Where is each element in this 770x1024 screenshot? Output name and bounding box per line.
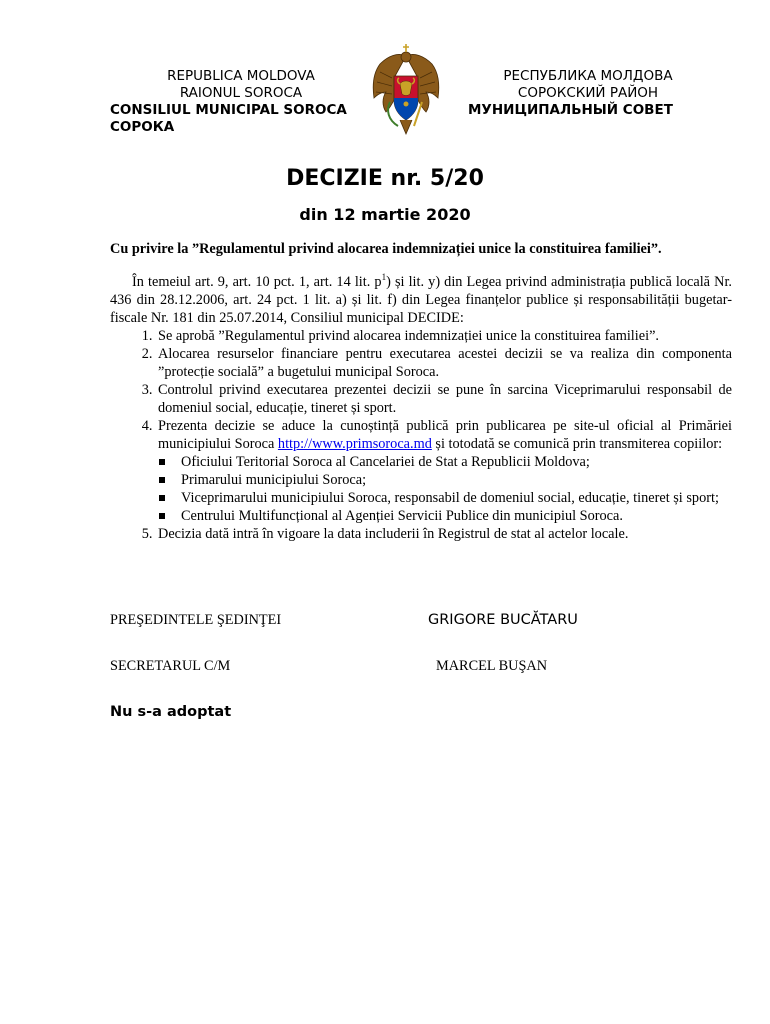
header-right-country: РЕСПУБЛИКА МОЛДОВА	[503, 68, 673, 84]
recipient-item	[180, 507, 732, 525]
recipient-text: Viceprimarului municipiului Soroca, responsabil de domeniul social, educație, tineret și sport;	[181, 489, 719, 506]
decision-date: din 12 martie 2020	[299, 205, 471, 224]
list-item: 2. Alocarea resurselor financiare pentru executarea acestei decizii se va realiza din componenta ”protecție socială” a bugetului municipal Soroca.	[156, 345, 732, 381]
secretary-name: MARCEL BUŞAN	[436, 658, 548, 674]
recipient-text: Oficiului Teritorial Soroca al Cancelariei de Stat a Republicii Moldova;	[181, 453, 590, 470]
list-item	[156, 417, 732, 525]
header-left-district: RAIONUL SOROCA	[179, 85, 303, 101]
recipient-item	[180, 489, 732, 507]
preamble-part2: ) și lit. y) din Legea privind administrația publică locală Nr. 436 din 28.12.2006, art. 24 pct. 1 lit. a) și lit. f) din Legea finanțelor publice și responsabilității bugetar-fiscale Nr. 181 din 25.07.2014, Consiliul municipal DECIDE:	[110, 273, 732, 326]
recipients-list	[158, 453, 732, 525]
item4-text-after: și totodată se comunică prin transmiterea copiilor:	[431, 435, 723, 452]
decision-title: DECIZIE nr. 5/20	[286, 166, 484, 191]
header-left-country: REPUBLICA MOLDOVA	[167, 68, 315, 84]
adoption-status: Nu s-a adoptat	[110, 704, 232, 720]
decision-items	[110, 327, 732, 543]
header-left	[110, 68, 372, 136]
header-left-city: СОРОКА	[110, 119, 175, 135]
chair-role: PREŞEDINTELE ŞEDINŢEI	[110, 612, 282, 628]
list-item: 3. Controlul privind executarea prezentei decizii se pune în sarcina Viceprimarului responsabil de domeniul social, educație, tineret și sport.	[156, 381, 732, 417]
recipient-item	[180, 453, 732, 471]
item4-text-before: Prezenta decizie se aduce la cunoștință publică prin publicarea pe site-ul oficial al Primăriei municipiului Soroca	[158, 417, 732, 452]
moldova-coat-of-arms-icon	[368, 42, 444, 136]
secretary-role: SECRETARUL C/M	[110, 658, 231, 674]
primarie-website-link[interactable]: http://www.primsoroca.md	[277, 435, 432, 452]
recipient-item	[180, 471, 732, 489]
decision-subject: Cu privire la ”Regulamentul privind alocarea indemnizației unice la constituirea familiei”.	[110, 241, 662, 257]
bullet-square-icon	[159, 459, 165, 465]
recipient-text: Centrului Multifuncțional al Agenției Servicii Publice din municipiul Soroca.	[181, 507, 623, 524]
header-right-council: МУНИЦИПАЛЬНЫЙ СОВЕТ	[468, 102, 673, 118]
bullet-square-icon	[159, 477, 165, 483]
header-right	[468, 68, 708, 119]
preamble-superscript: 1	[381, 272, 387, 282]
header-right-district: СОРОКСКИЙ РАЙОН	[517, 85, 659, 101]
decision-preamble	[110, 268, 732, 327]
bullet-square-icon	[159, 513, 165, 519]
preamble-part1: În temeiul art. 9, art. 10 pct. 1, art. 14 lit. p	[132, 273, 382, 290]
chair-name: GRIGORE BUCĂTARU	[428, 612, 578, 628]
bullet-square-icon	[159, 495, 165, 501]
decision-body	[110, 240, 732, 543]
header-left-council: CONSILIUL MUNICIPAL SOROCA	[110, 102, 347, 118]
recipient-text: Primarului municipiului Soroca;	[181, 471, 367, 488]
list-item: 5. Decizia dată intră în vigoare la data includerii în Registrul de stat al actelor locale.	[156, 525, 732, 543]
list-item: 1. Se aprobă ”Regulamentul privind alocarea indemnizației unice la constituirea familiei”.	[156, 327, 732, 345]
